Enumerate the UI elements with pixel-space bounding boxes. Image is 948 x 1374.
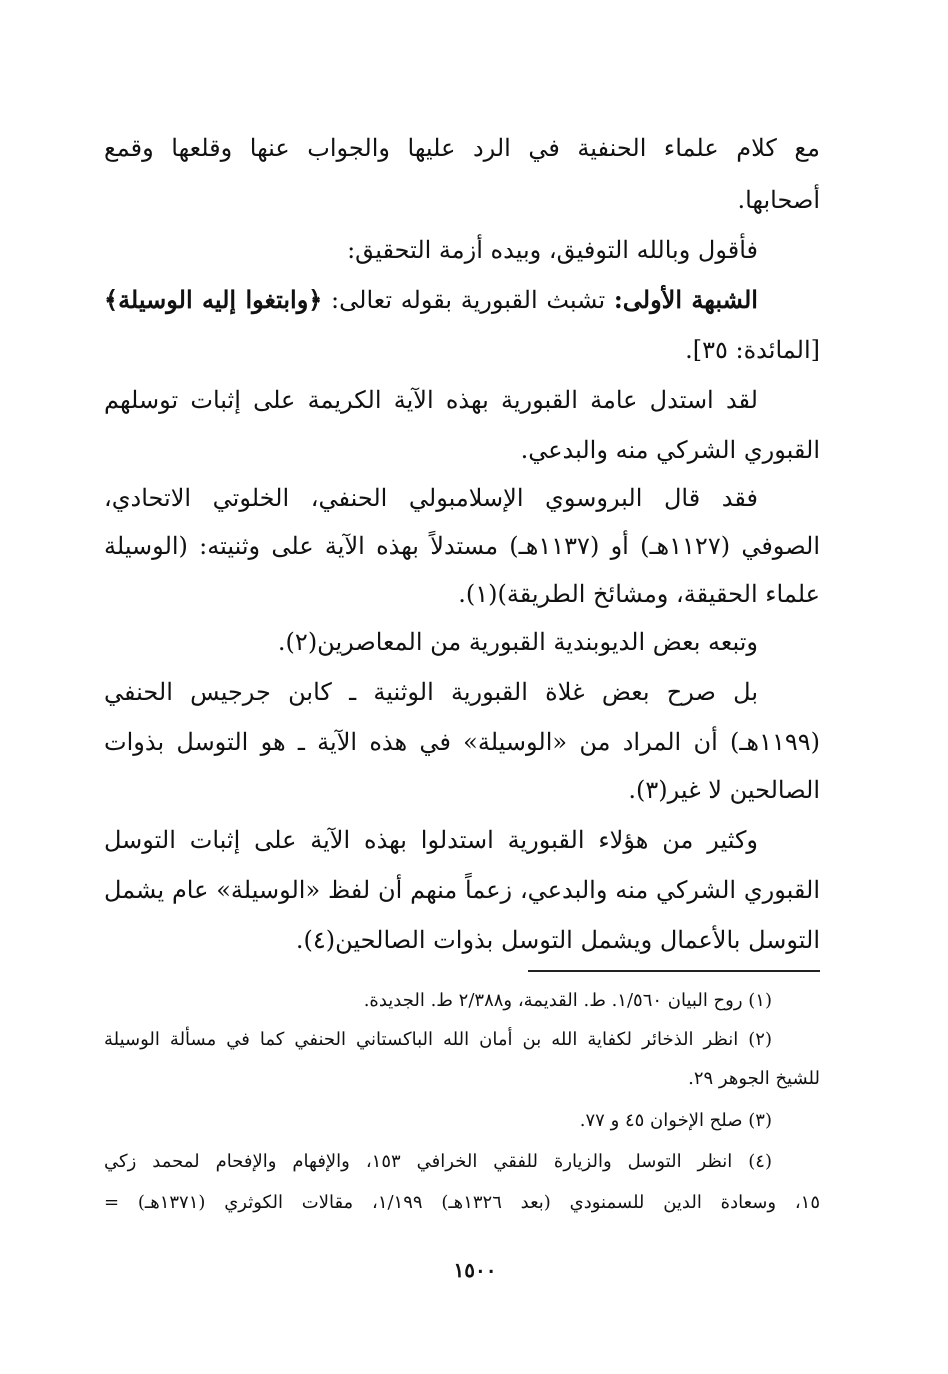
body-line-9: الصوفي (١١٢٧هـ) أو (١١٣٧هـ) مستدلاً بهذه الآية على وثنيته: (الوسيلة	[104, 532, 820, 560]
body-line-3: فأقول وبالله التوفيق، وبيده أزمة التحقيق:	[347, 236, 758, 264]
shubha-heading: الشبهة الأولى:	[613, 285, 758, 314]
body-line-14: الصالحين لا غير(٣).	[628, 776, 820, 804]
footnote-4-line-1: (٤) انظر التوسل والزيارة للفقي الخرافي ١٥٣، والإفهام والإفحام لمحمد زكي	[104, 1151, 772, 1172]
body-line-11: وتبعه بعض الديوبندية القبورية من المعاصرين(٢).	[277, 628, 758, 656]
shubha-intro: تشبث القبورية بقوله تعالى:	[331, 286, 606, 314]
footnote-4-line-2: ١٥، وسعادة الدين للسمنودي (بعد ١٣٢٦هـ) ١/١٩٩، مقالات الكوثري (١٣٧١هـ) =	[104, 1192, 820, 1213]
body-line-16: القبوري الشركي منه والبدعي، زعماً منهم أن لفظ «الوسيلة» عام يشمل	[104, 876, 820, 904]
body-line-17: التوسل بالأعمال ويشمل التوسل بذوات الصالحين(٤).	[295, 926, 820, 954]
body-line-12: بل صرح بعض غلاة القبورية الوثنية ـ كابن جرجيس الحنفي	[104, 678, 758, 706]
body-line-2: أصحابها.	[737, 186, 820, 214]
quran-quote: ﴿وابتغوا إليه الوسيلة﴾	[104, 285, 323, 314]
body-line-7: القبوري الشركي منه والبدعي.	[520, 436, 820, 464]
body-line-15: وكثير من هؤلاء القبورية استدلوا بهذه الآية على إثبات التوسل	[104, 826, 758, 854]
body-line-8: فقد قال البروسوي الإسلامبولي الحنفي، الخلوتي الاتحادي،	[104, 484, 758, 512]
body-line-5: [المائدة: ٣٥].	[685, 336, 820, 364]
body-line-4	[104, 280, 758, 324]
page-number: ١٥٠٠	[453, 1258, 497, 1282]
body-line-10: علماء الحقيقة، ومشائخ الطريقة)(١).	[458, 580, 820, 608]
footnote-1: (١) روح البيان ١/٥٦٠. ط. القديمة، و٢/٣٨٨ ط. الجديدة.	[363, 990, 772, 1011]
footnote-2-line-2: للشيخ الجوهر ٢٩.	[688, 1068, 820, 1089]
footnote-divider	[528, 970, 820, 972]
body-line-6: لقد استدل عامة القبورية بهذه الآية الكريمة على إثبات توسلهم	[104, 386, 758, 414]
footnote-2-line-1: (٢) انظر الذخائر لكفاية الله بن أمان الله الباكستاني الحنفي كما في مسألة الوسيلة	[104, 1029, 772, 1050]
body-line-1: مع كلام علماء الحنفية في الرد عليها والجواب عنها وقلعها وقمع	[104, 134, 820, 162]
footnote-3: (٣) صلح الإخوان ٤٥ و ٧٧.	[579, 1110, 772, 1131]
body-line-13: (١١٩٩هـ) أن المراد من «الوسيلة» في هذه الآية ـ هو التوسل بذوات	[104, 728, 820, 756]
